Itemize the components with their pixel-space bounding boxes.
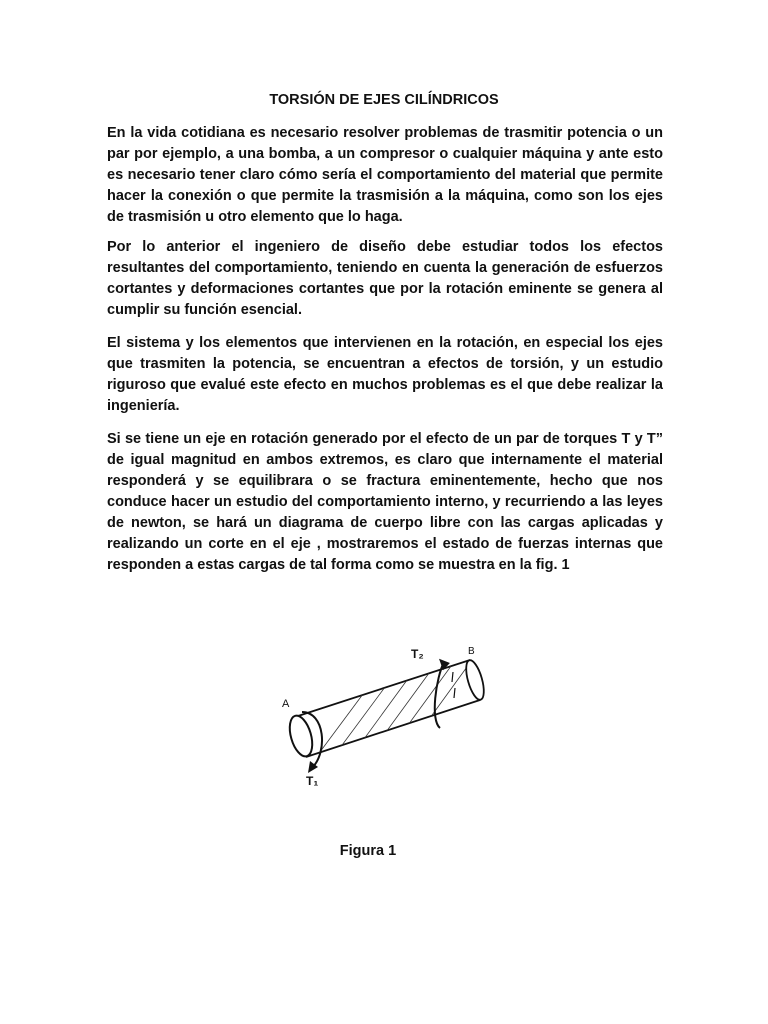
shaft-torsion-diagram xyxy=(270,640,500,800)
torque-1-label: T₁ xyxy=(306,774,319,788)
torque-arrow-t2 xyxy=(435,657,455,728)
end-b-label: B xyxy=(468,646,475,657)
paragraph-1: En la vida cotidiana es necesario resolver problemas de trasmitir potencia o un par por ejemplo, a una bomba, a un compresor o cualquier máquina y ante esto es necesario tener claro cómo sería el comportamiento del material que permite hacer la conexión o que permite la trasmisión a la máquina, como son los ejes de trasmisión u otro elemento que lo haga. xyxy=(107,125,663,225)
paragraph-3: El sistema y los elementos que intervienen en la rotación, en especial los ejes que trasmiten la potencia, se encuentran a efectos de torsión, y un estudio riguroso que evalué este efecto en muchos problemas es el que debe realizar la ingeniería. xyxy=(107,335,663,414)
torque-2-label: T₂ xyxy=(411,647,424,661)
shaft-body xyxy=(286,658,488,760)
figure-caption: Figura 1 xyxy=(339,843,397,859)
paragraph-2: Por lo anterior el ingeniero de diseño debe estudiar todos los efectos resultantes del comportamiento, teniendo en cuenta la generación de esfuerzos cortantes y deformaciones cortantes que por la rotación eminente se genera al cumplir su función esencial. xyxy=(107,239,663,318)
document-title: TORSIÓN DE EJES CILÍNDRICOS xyxy=(269,92,499,108)
paragraph-4: Si se tiene un eje en rotación generado por el efecto de un par de torques T y T” de igual magnitud en ambos extremos, es claro que internamente el material responderá y se equilibrara o se fractura eminentemente, hecho que nos conduce hacer un estudio del comportamiento interno, y recurriendo a las leyes de newton, se hará un diagrama de cuerpo libre con las cargas aplicadas y realizando un corte en el eje , mostraremos el estado de fuerzas internas que responden a estas cargas de tal forma como se muestra en la fig. 1 xyxy=(107,431,663,573)
end-a-label: A xyxy=(282,698,290,710)
